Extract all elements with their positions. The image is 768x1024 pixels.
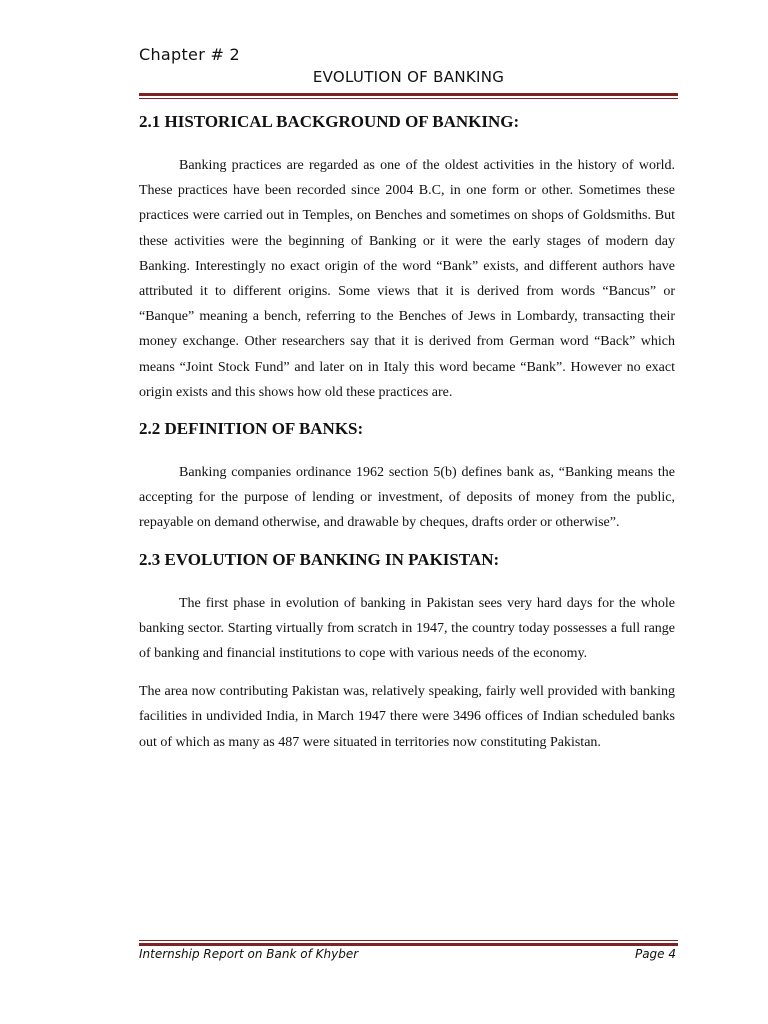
section-heading-definition: 2.2 DEFINITION OF BANKS: [139, 419, 364, 439]
chapter-label: Chapter # 2 [139, 45, 241, 64]
footer-page-number: Page 4 [634, 947, 676, 961]
footer-rule [139, 940, 678, 946]
paragraph-definition: Banking companies ordinance 1962 section 5(b) defines bank as, “Banking means the accepting for the purpose of lending or investment, of deposits of money from the public, repayable on demand otherwise, and drawable by cheques, drafts order or otherwise”. [139, 465, 675, 531]
paragraph-evolution-offices: The area now contributing Pakistan was, relatively speaking, fairly well provided with banking facilities in undivided India, in March 1947 there were 3496 offices of Indian scheduled banks out of which as many as 487 were situated in territories now constituting Pakistan. [139, 684, 675, 750]
paragraph-historical-background: Banking practices are regarded as one of the oldest activities in the history of world. These practices have been recorded since 2004 B.C, in one form or other. Sometimes these practices were carried out in Temples, on Benches and sometimes on shops of Goldsmiths. But these activities were the beginning of Banking or it were the early stages of modern day Banking. Interestingly no exact origin of the word “Bank” exists, and different authors have attributed it to different origins. Some views that it is derived from words “Bancus” or “Banque” meaning a bench, referring to the Benches of Jews in Lombardy, transacting their money exchange. Other researchers say that it is derived from German word “Back” which means “Joint Stock Fund” and later on in Italy this word became “Bank”. However no exact origin exists and this shows how old these practices are. [139, 158, 675, 400]
footer-report-title: Internship Report on Bank of Khyber [139, 947, 359, 961]
page-body [139, 110, 675, 755]
section-heading-historical-background: 2.1 HISTORICAL BACKGROUND OF BANKING: [139, 112, 520, 131]
header-rule [139, 93, 678, 99]
chapter-title: EVOLUTION OF BANKING [312, 68, 505, 86]
paragraph-evolution-first-phase: The first phase in evolution of banking in Pakistan sees very hard days for the whole banking sector. Starting virtually from scratch in 1947, the country today possesses a full range of banking and financial institutions to cope with various needs of the economy. [139, 595, 675, 662]
section-heading-evolution-pakistan: 2.3 EVOLUTION OF BANKING IN PAKISTAN: [139, 549, 500, 569]
